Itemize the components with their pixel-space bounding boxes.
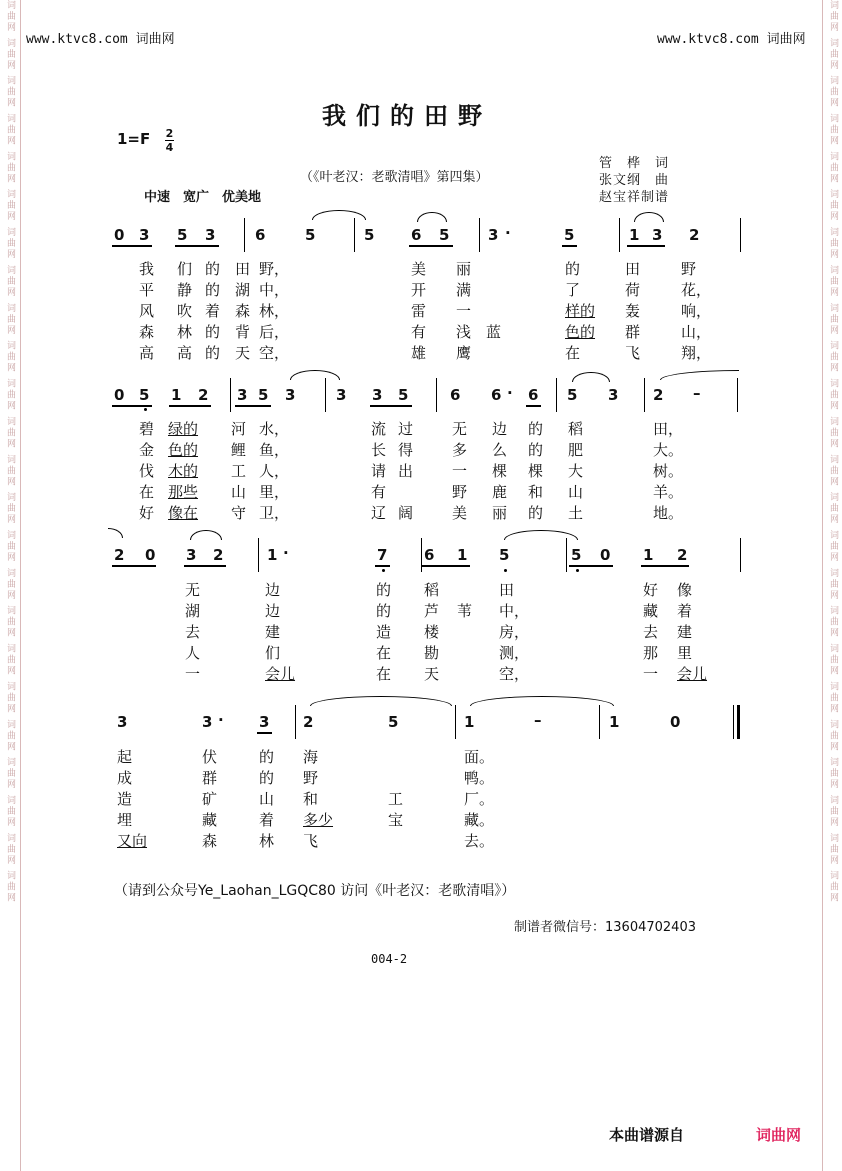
note: 0 [114, 226, 125, 244]
note: 5 [364, 226, 375, 244]
lyric-syllable: 色的 [565, 323, 596, 341]
lyric-syllable: 在 [139, 483, 155, 501]
lyric-syllable: 人， [259, 462, 290, 480]
brand-logo-text[interactable]: 词曲网 [756, 1126, 802, 1144]
note: 3 [285, 386, 296, 404]
lyric-syllable: 边 [265, 581, 281, 599]
note: 3 [237, 386, 248, 404]
lyric-syllable: 无 [185, 581, 201, 599]
note: 6 [491, 386, 502, 404]
lyric-syllable: 山， [681, 323, 712, 341]
right-border-line [822, 0, 823, 1171]
lyric-syllable: 的 [205, 344, 221, 362]
beam [569, 565, 613, 567]
barline [244, 218, 245, 252]
lyric-syllable: 和 [303, 790, 319, 808]
beam [112, 565, 156, 567]
barline [737, 378, 738, 412]
note: 3 [259, 713, 270, 731]
beam [112, 245, 152, 247]
lyric-syllable: 着 [259, 811, 275, 829]
lyric-syllable: 边 [492, 420, 508, 438]
barline [230, 378, 231, 412]
lyric-syllable: 工 [388, 790, 404, 808]
lyric-syllable: 中， [259, 281, 290, 299]
lyric-syllable: 有 [371, 483, 387, 501]
note: 0 [670, 713, 681, 731]
note: 1 [643, 546, 654, 564]
lyric-syllable: 建 [265, 623, 281, 641]
beam [169, 405, 211, 407]
lyric-syllable: 边 [265, 602, 281, 620]
lyric-syllable: 大。 [653, 441, 684, 459]
lyric-syllable: 静 [177, 281, 193, 299]
arranger-contact: 制谱者微信号：13604702403 [514, 920, 696, 935]
note: 7 [377, 546, 388, 564]
beam [184, 565, 226, 567]
lyric-syllable: 房， [499, 623, 530, 641]
lyric-syllable: 鸭。 [464, 769, 495, 787]
dot: · [507, 384, 513, 402]
lyric-syllable: 高 [139, 344, 155, 362]
lyric-syllable: 会儿 [677, 665, 708, 683]
lyric-syllable: 野 [303, 769, 319, 787]
lyric-syllable: 请 [371, 462, 387, 480]
lyric-syllable: 一 [643, 665, 659, 683]
page-number: 004-2 [371, 952, 408, 966]
lyric-syllable: 厂。 [464, 790, 495, 808]
note: 3 [488, 226, 499, 244]
lyric-syllable: 和 [528, 483, 544, 501]
lyric-syllable: 鹿 [492, 483, 508, 501]
lyric-syllable: 田， [653, 420, 684, 438]
lyric-syllable: 空， [499, 665, 530, 683]
beam [526, 405, 541, 407]
note: 3 [372, 386, 383, 404]
lyric-syllable: 藏 [202, 811, 218, 829]
note: 3 [139, 226, 150, 244]
beam [375, 565, 390, 567]
lyric-syllable: 着 [205, 302, 221, 320]
note: 5 [564, 226, 575, 244]
lyric-syllable: 浅 [456, 323, 472, 341]
note: 2 [114, 546, 125, 564]
lyric-syllable: 的 [565, 260, 581, 278]
note: 3 [117, 713, 128, 731]
note: 0 [600, 546, 611, 564]
lyric-syllable: 伐 [139, 462, 155, 480]
barline [740, 218, 741, 252]
lyric-syllable: 去 [185, 623, 201, 641]
lyric-syllable: 在 [565, 344, 581, 362]
lyric-syllable: 树。 [653, 462, 684, 480]
lyric-syllable: 雷 [411, 302, 427, 320]
lyric-syllable: 色的 [168, 441, 199, 459]
barline [556, 378, 557, 412]
lyric-syllable: 又向 [117, 832, 148, 850]
lyric-syllable: 田 [625, 260, 641, 278]
lyric-syllable: 稻 [568, 420, 584, 438]
lyric-syllable: 背 [235, 323, 251, 341]
lyric-syllable: 满 [456, 281, 472, 299]
note: 5 [177, 226, 188, 244]
lyric-syllable: 的 [205, 323, 221, 341]
lyric-syllable: 像 [677, 581, 693, 599]
beam [562, 245, 577, 247]
lyric-syllable: 的 [376, 581, 392, 599]
lyric-syllable: 棵 [492, 462, 508, 480]
lyric-syllable: 雄 [411, 344, 427, 362]
slur [417, 212, 447, 222]
left-watermark: 词曲网 词曲网 词曲网 词曲网 词曲网 词曲网 词曲网 词曲网 词曲网 词曲网 词曲网 词曲网 词曲网 词曲网 词曲网 词曲网 词曲网 词曲网 词曲网 词曲网 词曲网 词曲网 词曲网 词曲网 [5, 0, 15, 904]
lyric-syllable: 藏。 [464, 811, 495, 829]
dot: · [218, 711, 224, 729]
tie [470, 696, 614, 706]
lyric-syllable: 卫， [259, 504, 290, 522]
lyric-syllable: 肥 [568, 441, 584, 459]
source-note: （《叶老汉：老歌清唱》第四集） [300, 170, 489, 185]
beam [257, 732, 272, 734]
note: 5 [571, 546, 582, 564]
note: 6 [424, 546, 435, 564]
beam [422, 565, 470, 567]
final-barline [737, 705, 740, 739]
note: 1 [609, 713, 620, 731]
lyric-syllable: 测， [499, 644, 530, 662]
note: 3 [608, 386, 619, 404]
note: 1 [267, 546, 278, 564]
time-signature: 2 4 [165, 127, 174, 154]
slur [290, 370, 340, 380]
low-octave-dot [504, 569, 507, 572]
lyric-syllable: 去 [643, 623, 659, 641]
credit-arranger: 赵宝祥制谱 [599, 190, 670, 205]
low-octave-dot [382, 569, 385, 572]
barline [479, 218, 480, 252]
lyric-syllable: 的 [528, 441, 544, 459]
barline [436, 378, 437, 412]
lyric-syllable: 林， [259, 302, 290, 320]
lyric-syllable: 的 [528, 420, 544, 438]
note: 5 [398, 386, 409, 404]
lyric-syllable: 流 [371, 420, 387, 438]
lyric-syllable: 天 [235, 344, 251, 362]
lyric-syllable: 那些 [168, 483, 199, 501]
credit-composer: 张文纲 曲 [599, 173, 670, 188]
lyric-syllable: 出 [398, 462, 414, 480]
dot: · [505, 224, 511, 242]
dash: – [534, 711, 542, 729]
lyric-syllable: 那 [643, 644, 659, 662]
lyric-syllable: 天 [424, 665, 440, 683]
lyric-syllable: 林 [177, 323, 193, 341]
lyric-syllable: 河 [231, 420, 247, 438]
lyric-syllable: 在 [376, 644, 392, 662]
lyric-syllable: 多 [452, 441, 468, 459]
lyric-syllable: 里， [259, 483, 290, 501]
beam [627, 245, 665, 247]
note: 5 [388, 713, 399, 731]
note: 1 [457, 546, 468, 564]
lyric-syllable: 土 [568, 504, 584, 522]
lyric-syllable: 金 [139, 441, 155, 459]
lyric-syllable: 碧 [139, 420, 155, 438]
note: 5 [567, 386, 578, 404]
lyric-syllable: 木的 [168, 462, 199, 480]
right-watermark: 词曲网 词曲网 词曲网 词曲网 词曲网 词曲网 词曲网 词曲网 词曲网 词曲网 词曲网 词曲网 词曲网 词曲网 词曲网 词曲网 词曲网 词曲网 词曲网 词曲网 词曲网 词曲网 词曲网 词曲网 [828, 0, 838, 904]
header-site-right[interactable]: www.ktvc8.com 词曲网 [657, 32, 806, 47]
note: 6 [411, 226, 422, 244]
header-site-left[interactable]: www.ktvc8.com 词曲网 [26, 32, 175, 47]
lyric-syllable: 丽 [492, 504, 508, 522]
lyric-syllable: 埋 [117, 811, 133, 829]
lyric-syllable: 去。 [464, 832, 495, 850]
lyric-syllable: 们 [265, 644, 281, 662]
note: 3 [205, 226, 216, 244]
lyric-syllable: 吹 [177, 302, 193, 320]
lyric-syllable: 长 [371, 441, 387, 459]
slur [312, 210, 366, 220]
lyric-syllable: 起 [117, 748, 133, 766]
slur [660, 370, 739, 380]
lyric-syllable: 着 [677, 602, 693, 620]
lyric-syllable: 野 [452, 483, 468, 501]
low-octave-dot [576, 569, 579, 572]
barline [455, 705, 456, 739]
lyric-syllable: 工 [231, 462, 247, 480]
lyric-syllable: 响， [681, 302, 712, 320]
footer-note: （请到公众号Ye_Laohan_LGQC80 访问《叶老汉：老歌清唱》） [114, 883, 516, 899]
lyric-syllable: 飞 [625, 344, 641, 362]
lyric-syllable: 轰 [625, 302, 641, 320]
slur [310, 696, 452, 706]
lyric-syllable: 群 [202, 769, 218, 787]
lyric-syllable: 蓝 [486, 323, 502, 341]
lyric-syllable: 开 [411, 281, 427, 299]
lyric-syllable: 辽 [371, 504, 387, 522]
lyric-syllable: 们 [177, 260, 193, 278]
lyric-syllable: 勘 [424, 644, 440, 662]
lyric-syllable: 林 [259, 832, 275, 850]
lyric-syllable: 中， [499, 602, 530, 620]
lyric-syllable: 面。 [464, 748, 495, 766]
lyric-syllable: 造 [376, 623, 392, 641]
lyric-syllable: 苇 [457, 602, 473, 620]
lyric-syllable: 的 [205, 281, 221, 299]
slur [108, 528, 123, 538]
lyric-syllable: 伏 [202, 748, 218, 766]
lyric-syllable: 的 [259, 769, 275, 787]
barline [733, 705, 734, 739]
barline [619, 218, 620, 252]
lyric-syllable: 森 [139, 323, 155, 341]
note: 6 [450, 386, 461, 404]
note: 5 [439, 226, 450, 244]
lyric-syllable: 里 [677, 644, 693, 662]
note: 3 [336, 386, 347, 404]
lyric-syllable: 群 [625, 323, 641, 341]
lyric-syllable: 好 [139, 504, 155, 522]
lyric-syllable: 翔， [681, 344, 712, 362]
source-label: 本曲谱源自 [609, 1126, 685, 1144]
lyric-syllable: 山 [568, 483, 584, 501]
tempo-marking: 中速 宽广 优美地 [144, 190, 262, 205]
lyric-syllable: 丽 [456, 260, 472, 278]
note: 2 [213, 546, 224, 564]
lyric-syllable: 矿 [202, 790, 218, 808]
barline [354, 218, 355, 252]
lyric-syllable: 过 [398, 420, 414, 438]
key-signature: 1=F [117, 130, 151, 148]
lyric-syllable: 湖 [235, 281, 251, 299]
lyric-syllable: 野， [259, 260, 290, 278]
lyric-syllable: 像在 [168, 504, 199, 522]
note: 1 [464, 713, 475, 731]
note: 3 [186, 546, 197, 564]
beam [409, 245, 453, 247]
lyric-syllable: 海 [303, 748, 319, 766]
slur [190, 530, 222, 540]
lyric-syllable: 湖 [185, 602, 201, 620]
song-title: 我们的田野 [322, 102, 492, 130]
lyric-syllable: 建 [677, 623, 693, 641]
lyric-syllable: 空， [259, 344, 290, 362]
lyric-syllable: 田 [499, 581, 515, 599]
barline [740, 538, 741, 572]
lyric-syllable: 一 [185, 665, 201, 683]
low-octave-dot [144, 408, 147, 411]
lyric-syllable: 美 [452, 504, 468, 522]
beam [175, 245, 219, 247]
barline [258, 538, 259, 572]
lyric-syllable: 好 [643, 581, 659, 599]
lyric-syllable: 鲤 [231, 441, 247, 459]
lyric-syllable: 地。 [653, 504, 684, 522]
note: 5 [499, 546, 510, 564]
lyric-syllable: 平 [139, 281, 155, 299]
lyric-syllable: 风 [139, 302, 155, 320]
lyric-syllable: 高 [177, 344, 193, 362]
note: 2 [653, 386, 664, 404]
lyric-syllable: 山 [259, 790, 275, 808]
note: 6 [528, 386, 539, 404]
lyric-syllable: 藏 [643, 602, 659, 620]
lyric-syllable: 鱼， [259, 441, 290, 459]
barline [644, 378, 645, 412]
lyric-syllable: 飞 [303, 832, 319, 850]
beam [641, 565, 689, 567]
lyric-syllable: 我 [139, 260, 155, 278]
lyric-syllable: 得 [398, 441, 414, 459]
lyric-syllable: 宝 [388, 811, 404, 829]
lyric-syllable: 的 [528, 504, 544, 522]
lyric-syllable: 鹰 [456, 344, 472, 362]
lyric-syllable: 大 [568, 462, 584, 480]
lyric-syllable: 样的 [565, 302, 596, 320]
lyric-syllable: 守 [231, 504, 247, 522]
lyric-syllable: 森 [202, 832, 218, 850]
lyric-syllable: 无 [452, 420, 468, 438]
note: 5 [305, 226, 316, 244]
note: 1 [629, 226, 640, 244]
note: 2 [677, 546, 688, 564]
lyric-syllable: 人 [185, 644, 201, 662]
lyric-syllable: 田 [235, 260, 251, 278]
lyric-syllable: 水， [259, 420, 290, 438]
lyric-syllable: 造 [117, 790, 133, 808]
lyric-syllable: 芦 [424, 602, 440, 620]
slur [634, 212, 664, 222]
note: 1 [171, 386, 182, 404]
beam [112, 405, 152, 407]
credit-lyricist: 管 桦 词 [599, 156, 670, 171]
barline [566, 538, 567, 572]
lyric-syllable: 羊。 [653, 483, 684, 501]
slur [572, 372, 610, 382]
lyric-syllable: 阔 [398, 504, 414, 522]
lyric-syllable: 花， [681, 281, 712, 299]
lyric-syllable: 稻 [424, 581, 440, 599]
lyric-syllable: 野 [681, 260, 697, 278]
lyric-syllable: 后， [259, 323, 290, 341]
barline [325, 378, 326, 412]
left-border-line [20, 0, 21, 1171]
lyric-syllable: 山 [231, 483, 247, 501]
note: 5 [139, 386, 150, 404]
lyric-syllable: 在 [376, 665, 392, 683]
beam [370, 405, 412, 407]
lyric-syllable: 森 [235, 302, 251, 320]
lyric-syllable: 成 [117, 769, 133, 787]
note: 0 [114, 386, 125, 404]
lyric-syllable: 么 [492, 441, 508, 459]
lyric-syllable: 美 [411, 260, 427, 278]
lyric-syllable: 一 [452, 462, 468, 480]
note: 0 [145, 546, 156, 564]
note: 2 [689, 226, 700, 244]
lyric-syllable: 的 [259, 748, 275, 766]
note: 5 [258, 386, 269, 404]
dash: – [693, 384, 701, 402]
barline [295, 705, 296, 739]
barline [599, 705, 600, 739]
lyric-syllable: 多少 [303, 811, 334, 829]
note: 3 [652, 226, 663, 244]
note: 6 [255, 226, 266, 244]
lyric-syllable: 棵 [528, 462, 544, 480]
lyric-syllable: 的 [205, 260, 221, 278]
lyric-syllable: 的 [376, 602, 392, 620]
lyric-syllable: 荷 [625, 281, 641, 299]
lyric-syllable: 了 [565, 281, 581, 299]
note: 2 [303, 713, 314, 731]
beam [235, 405, 271, 407]
note: 3 [202, 713, 213, 731]
lyric-syllable: 有 [411, 323, 427, 341]
dot: · [283, 544, 289, 562]
lyric-syllable: 楼 [424, 623, 440, 641]
lyric-syllable: 绿的 [168, 420, 199, 438]
lyric-syllable: 一 [456, 302, 472, 320]
lyric-syllable: 会儿 [265, 665, 296, 683]
note: 2 [198, 386, 209, 404]
